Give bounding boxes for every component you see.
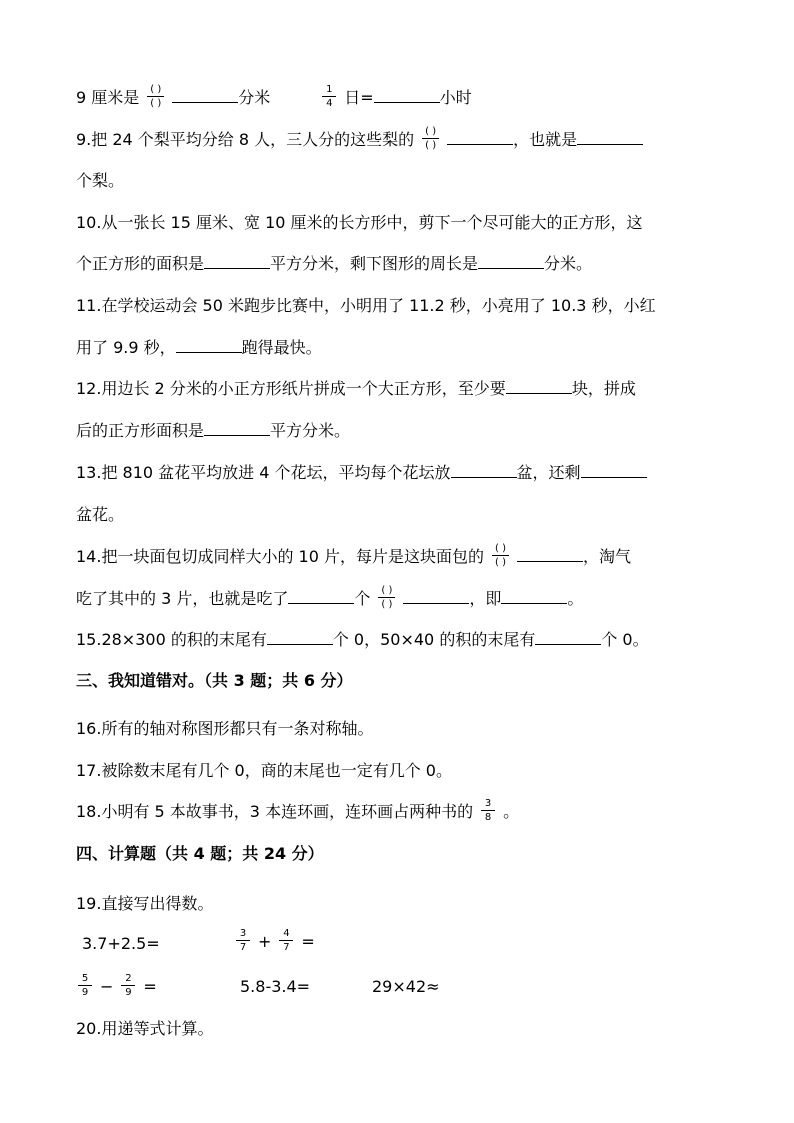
question-11-line-2: 用了 9.9 秒， 跑得最快。 bbox=[76, 338, 322, 357]
q8-text-4: 小时 bbox=[439, 88, 472, 107]
question-16: 16.所有的轴对称图形都只有一条对称轴。 bbox=[76, 719, 374, 738]
question-14-line-1: 14.把一块面包切成同样大小的 10 片，每片是这块面包的 $\frac{( )}{( )}$ ，淘气 bbox=[76, 543, 631, 568]
q8-blank-2[interactable] bbox=[374, 88, 440, 103]
q12-blank-2[interactable] bbox=[204, 421, 270, 436]
question-8 bbox=[76, 86, 472, 111]
question-15: 15.28×300 的积的末尾有 个 0，50×40 的积的末尾有 个 0。 bbox=[76, 630, 649, 649]
question-13-line-1: 13.把 810 盆花平均放进 4 个花坛，平均每个花坛放 盆，还剩 bbox=[76, 462, 647, 484]
q8-text-1: 9 厘米是 bbox=[76, 88, 140, 107]
calc-3-fraction-1: $\frac{5}{9}$ bbox=[78, 973, 92, 998]
question-10-line-2: 个正方形的面积是 平方分米，剩下图形的周长是 分米。 bbox=[76, 254, 593, 273]
section-3-heading: 三、我知道错对。（共 3 题；共 6 分） bbox=[76, 671, 353, 690]
q14-blank-1[interactable] bbox=[517, 547, 583, 562]
q15-blank-1[interactable] bbox=[267, 630, 333, 645]
question-9-line-2: 个梨。 bbox=[76, 171, 125, 190]
q8-fraction-2: $\frac{1}{4}$ bbox=[322, 84, 336, 109]
q13-blank-2[interactable] bbox=[581, 463, 647, 478]
q14-fraction-1: $\frac{( )}{( )}$ bbox=[492, 543, 509, 568]
q14-blank-4[interactable] bbox=[501, 589, 567, 604]
question-10-line-1: 10.从一张长 15 厘米、宽 10 厘米的长方形中，剪下一个尽可能大的正方形，这 bbox=[76, 213, 643, 232]
question-17: 17.被除数末尾有几个 0，商的末尾也一定有几个 0。 bbox=[76, 761, 452, 780]
q14-blank-2[interactable] bbox=[288, 589, 354, 604]
calc-2-fraction-1: $\frac{3}{7}$ bbox=[236, 928, 250, 953]
q10-blank-1[interactable] bbox=[204, 254, 270, 269]
question-12-line-2: 后的正方形面积是 平方分米。 bbox=[76, 421, 351, 440]
q8-blank-1[interactable] bbox=[172, 88, 238, 103]
calc-3-fraction-2: $\frac{2}{9}$ bbox=[121, 973, 135, 998]
calc-2: $\frac{3}{7}$ + $\frac{4}{7}$ = bbox=[228, 930, 315, 955]
q13-blank-1[interactable] bbox=[451, 463, 517, 478]
q8-text-2: 分米 bbox=[238, 88, 271, 107]
section-4-heading: 四、计算题（共 4 题；共 24 分） bbox=[76, 844, 324, 863]
q14-fraction-2: $\frac{( )}{( )}$ bbox=[378, 585, 395, 610]
q15-blank-2[interactable] bbox=[535, 630, 601, 645]
q8-text-3: 日= bbox=[344, 88, 374, 107]
q10-blank-2[interactable] bbox=[478, 254, 544, 269]
question-20: 20.用递等式计算。 bbox=[76, 1019, 214, 1038]
question-12-line-1: 12.用边长 2 分米的小正方形纸片拼成一个大正方形，至少要 块，拼成 bbox=[76, 379, 636, 398]
calc-2-fraction-2: $\frac{4}{7}$ bbox=[279, 928, 293, 953]
calc-1: 3.7+2.5= bbox=[82, 934, 160, 953]
question-14-line-2: 吃了其中的 3 片，也就是吃了 个 $\frac{( )}{( )}$ ，即 。 bbox=[76, 585, 584, 610]
calc-3: $\frac{5}{9}$ − $\frac{2}{9}$ = bbox=[70, 975, 157, 1000]
question-19: 19.直接写出得数。 bbox=[76, 894, 214, 913]
q8-fraction: $\frac{( )}{( )}$ bbox=[147, 84, 164, 109]
calc-4: 5.8-3.4= bbox=[240, 977, 311, 996]
q18-fraction: $\frac{3}{8}$ bbox=[481, 798, 495, 823]
question-11-line-1: 11.在学校运动会 50 米跑步比赛中，小明用了 11.2 秒，小亮用了 10.3 秒，小红 bbox=[76, 296, 656, 315]
question-9-line-1: 9.把 24 个梨平均分给 8 人，三人分的这些梨的 $\frac{( )}{( )}$ ，也就是 bbox=[76, 128, 643, 153]
q9-blank-1[interactable] bbox=[447, 130, 513, 145]
q9-blank-2[interactable] bbox=[577, 130, 643, 145]
q14-blank-3[interactable] bbox=[403, 589, 469, 604]
question-13-line-2: 盆花。 bbox=[76, 505, 125, 524]
q9-fraction: $\frac{( )}{( )}$ bbox=[422, 126, 439, 151]
q12-blank-1[interactable] bbox=[506, 379, 572, 394]
q11-blank[interactable] bbox=[176, 338, 242, 353]
question-18: 18.小明有 5 本故事书，3 本连环画，连环画占两种书的 $\frac{3}{8}$ 。 bbox=[76, 798, 520, 823]
calc-5: 29×42≈ bbox=[372, 977, 440, 996]
